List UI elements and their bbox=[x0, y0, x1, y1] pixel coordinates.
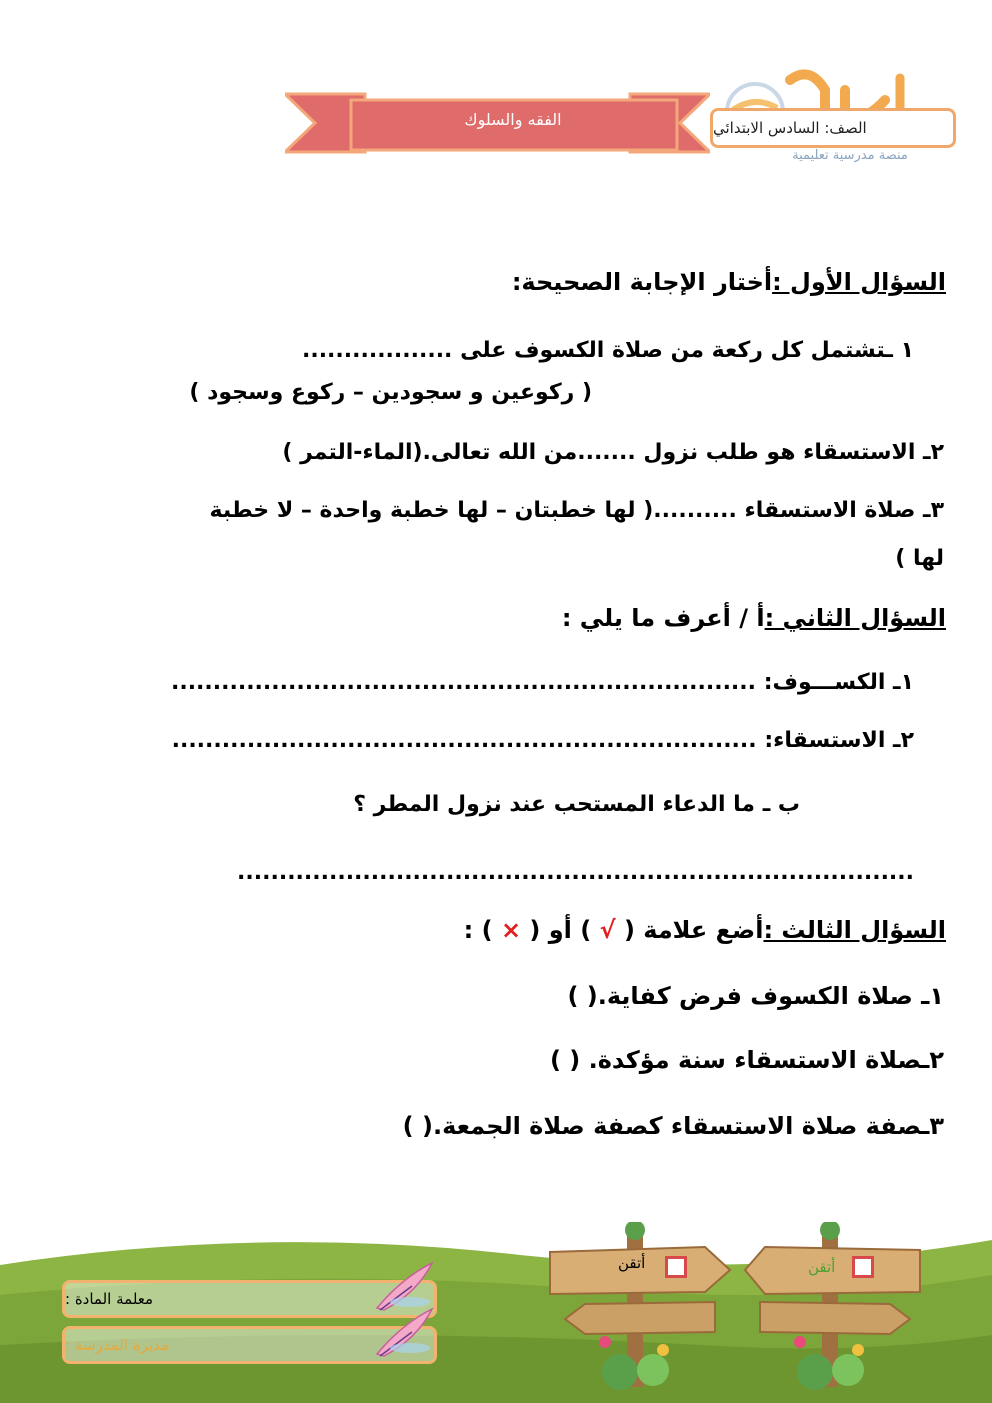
q2-part-b: ب ـ ما الدعاء المستحب عند نزول المطر ؟ bbox=[353, 792, 800, 817]
q2-part-b-blank: ................................................................................. bbox=[237, 860, 914, 885]
q1-heading bbox=[512, 266, 946, 298]
q3-item-1: ١ـ صلاة الكسوف فرض كفاية.( ) bbox=[567, 982, 944, 1010]
checkbox-right[interactable] bbox=[852, 1256, 874, 1278]
q1-item-1-options: ( ركوعين و سجودين – ركوع وسجود ) bbox=[189, 380, 592, 405]
q3-instruction-c: ) : bbox=[463, 916, 493, 944]
cross-mark: × bbox=[500, 916, 522, 944]
sign-left-label: أتقن bbox=[618, 1254, 646, 1272]
sign-right-label: أتقن bbox=[808, 1258, 836, 1276]
q2-item-1 bbox=[171, 668, 914, 698]
q3-title: السؤال الثالث : bbox=[763, 916, 946, 944]
q3-item-3: ٣ـصفة صلاة الاستسقاء كصفة صلاة الجمعة.( ) bbox=[402, 1112, 944, 1140]
q1-item-3-cont: لها ) bbox=[895, 546, 944, 571]
q1-item-3: ٣ـ صلاة الاستسقاء ..........( لها خطبتان – لها خطبة واحدة – لا خطبة bbox=[209, 498, 944, 523]
q2-item-2-blank: ...................................................................... bbox=[171, 728, 757, 753]
checkbox-left[interactable] bbox=[665, 1256, 687, 1278]
q2-item-1-blank: ...................................................................... bbox=[170, 670, 757, 695]
logo-subtitle: منصة مدرسية تعليمية bbox=[792, 148, 908, 163]
q2-item-2-label: ٢ـ الاستسقاء: bbox=[764, 728, 914, 753]
q3-instruction-b: ) أو ( bbox=[529, 916, 592, 944]
q1-instruction: أختار الإجابة الصحيحة: bbox=[511, 268, 773, 296]
q2-heading bbox=[562, 602, 946, 634]
q1-item-2: ٢ـ الاستسقاء هو طلب نزول .......من الله تعالى.(الماء-التمر ) bbox=[282, 440, 944, 465]
grade-label-box bbox=[710, 108, 956, 148]
q1-title: السؤال الأول : bbox=[772, 268, 946, 296]
q2-instruction: أ / أعرف ما يلي : bbox=[561, 604, 765, 632]
q3-instruction-a: أضع علامة ( bbox=[623, 916, 764, 944]
signpost-right bbox=[740, 1222, 930, 1392]
subject-title: الفقه والسلوك bbox=[464, 110, 562, 129]
grade-label: الصف: السادس الابتدائي bbox=[713, 119, 867, 137]
feather-pen-icon bbox=[372, 1304, 438, 1364]
teacher-label: معلمة المادة : bbox=[65, 1290, 154, 1308]
q2-item-1-label: ١ـ الكســـوف: bbox=[763, 670, 914, 695]
principal-label: مديرة المدرسة : bbox=[65, 1336, 169, 1354]
q1-item-1: ١ ـتشتمل كل ركعة من صلاة الكسوف على .................. bbox=[301, 338, 914, 363]
q3-item-2: ٢ـصلاة الاستسقاء سنة مؤكدة. ( ) bbox=[549, 1046, 944, 1074]
check-mark: √ bbox=[599, 916, 616, 944]
q2-title: السؤال الثاني : bbox=[764, 604, 946, 632]
q3-heading bbox=[464, 914, 946, 946]
signpost-left bbox=[545, 1222, 735, 1392]
q2-item-2 bbox=[172, 726, 914, 756]
